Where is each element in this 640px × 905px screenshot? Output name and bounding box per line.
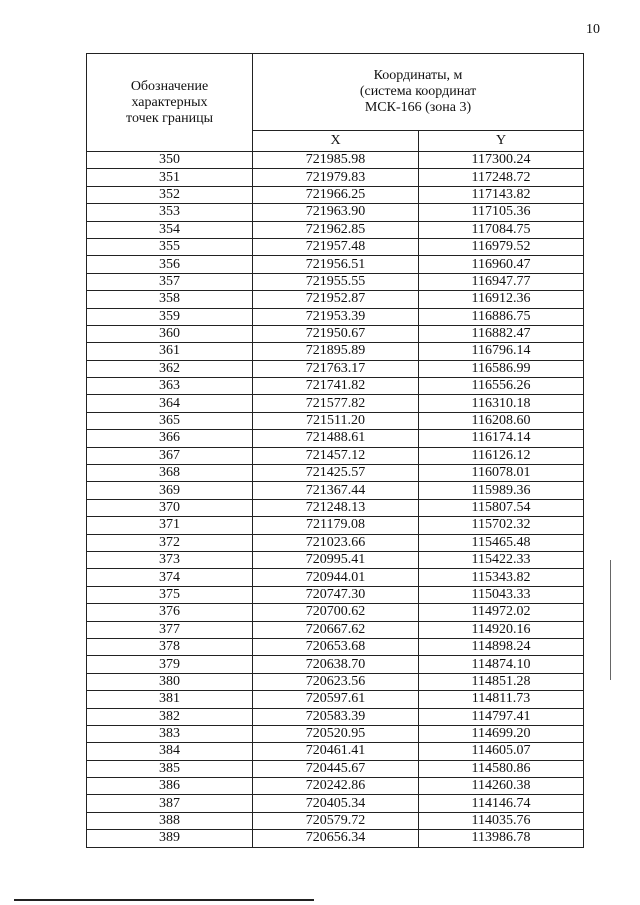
x-coordinate-cell: 721023.66	[253, 534, 419, 551]
table-body	[87, 152, 584, 848]
header-point-line: точек границы	[126, 110, 213, 126]
table-row	[87, 221, 584, 238]
point-number-cell: 389	[87, 830, 253, 847]
point-number-cell: 355	[87, 238, 253, 255]
table-row	[87, 343, 584, 360]
table-row	[87, 760, 584, 777]
y-coordinate-cell: 114035.76	[419, 812, 584, 829]
y-coordinate-cell: 114797.41	[419, 708, 584, 725]
y-coordinate-cell: 114146.74	[419, 795, 584, 812]
x-coordinate-cell: 720667.62	[253, 621, 419, 638]
y-coordinate-cell: 116586.99	[419, 360, 584, 377]
point-number-cell: 354	[87, 221, 253, 238]
x-coordinate-cell: 720597.61	[253, 691, 419, 708]
header-coords-line: МСК-166 (зона 3)	[364, 100, 472, 115]
table-row	[87, 412, 584, 429]
point-number-cell: 384	[87, 743, 253, 760]
y-coordinate-cell: 114920.16	[419, 621, 584, 638]
table-row	[87, 778, 584, 795]
table-row	[87, 656, 584, 673]
point-number-cell: 387	[87, 795, 253, 812]
point-number-cell: 351	[87, 169, 253, 186]
point-number-cell: 388	[87, 812, 253, 829]
header-x: X	[253, 131, 419, 152]
table-row	[87, 725, 584, 742]
point-number-cell: 380	[87, 673, 253, 690]
x-coordinate-cell: 720638.70	[253, 656, 419, 673]
y-coordinate-cell: 117300.24	[419, 152, 584, 169]
table-row	[87, 534, 584, 551]
y-coordinate-cell: 115807.54	[419, 499, 584, 516]
table-row	[87, 743, 584, 760]
table-row	[87, 795, 584, 812]
x-coordinate-cell: 721577.82	[253, 395, 419, 412]
y-coordinate-cell: 116947.77	[419, 273, 584, 290]
point-number-cell: 364	[87, 395, 253, 412]
y-coordinate-cell: 114851.28	[419, 673, 584, 690]
table-row	[87, 325, 584, 342]
table-row	[87, 465, 584, 482]
margin-line	[610, 560, 611, 680]
point-number-cell: 385	[87, 760, 253, 777]
header-point-line: характерных	[131, 94, 208, 110]
table-row	[87, 638, 584, 655]
point-number-cell: 377	[87, 621, 253, 638]
table-row	[87, 256, 584, 273]
y-coordinate-cell: 116310.18	[419, 395, 584, 412]
y-coordinate-cell: 115989.36	[419, 482, 584, 499]
x-coordinate-cell: 721425.57	[253, 465, 419, 482]
header-point-line: Обозначение	[130, 78, 209, 94]
point-number-cell: 358	[87, 291, 253, 308]
x-coordinate-cell: 721950.67	[253, 325, 419, 342]
x-coordinate-cell: 721248.13	[253, 499, 419, 516]
y-coordinate-cell: 116126.12	[419, 447, 584, 464]
x-coordinate-cell: 721979.83	[253, 169, 419, 186]
x-coordinate-cell: 720623.56	[253, 673, 419, 690]
y-coordinate-cell: 116796.14	[419, 343, 584, 360]
y-coordinate-cell: 116979.52	[419, 238, 584, 255]
point-number-cell: 365	[87, 412, 253, 429]
table-row	[87, 291, 584, 308]
y-coordinate-cell: 114811.73	[419, 691, 584, 708]
point-number-cell: 367	[87, 447, 253, 464]
y-coordinate-cell: 114972.02	[419, 604, 584, 621]
point-number-cell: 360	[87, 325, 253, 342]
x-coordinate-cell: 720583.39	[253, 708, 419, 725]
table-row	[87, 360, 584, 377]
y-coordinate-cell: 116912.36	[419, 291, 584, 308]
table-row	[87, 482, 584, 499]
table-row	[87, 430, 584, 447]
y-coordinate-cell: 114260.38	[419, 778, 584, 795]
table-row	[87, 673, 584, 690]
point-number-cell: 352	[87, 186, 253, 203]
point-number-cell: 382	[87, 708, 253, 725]
table-row	[87, 691, 584, 708]
y-coordinate-cell: 115702.32	[419, 517, 584, 534]
x-coordinate-cell: 720461.41	[253, 743, 419, 760]
point-number-cell: 376	[87, 604, 253, 621]
x-coordinate-cell: 720520.95	[253, 725, 419, 742]
point-number-cell: 363	[87, 378, 253, 395]
x-coordinate-cell: 721985.98	[253, 152, 419, 169]
table-row	[87, 604, 584, 621]
point-number-cell: 375	[87, 586, 253, 603]
coordinates-table	[86, 53, 584, 848]
point-number-cell: 366	[87, 430, 253, 447]
x-coordinate-cell: 721953.39	[253, 308, 419, 325]
point-number-cell: 370	[87, 499, 253, 516]
x-coordinate-cell: 721966.25	[253, 186, 419, 203]
point-number-cell: 362	[87, 360, 253, 377]
y-coordinate-cell: 117248.72	[419, 169, 584, 186]
point-number-cell: 372	[87, 534, 253, 551]
y-coordinate-cell: 114580.86	[419, 760, 584, 777]
table-row	[87, 186, 584, 203]
point-number-cell: 386	[87, 778, 253, 795]
point-number-cell: 369	[87, 482, 253, 499]
point-number-cell: 381	[87, 691, 253, 708]
y-coordinate-cell: 116886.75	[419, 308, 584, 325]
point-number-cell: 371	[87, 517, 253, 534]
y-coordinate-cell: 116078.01	[419, 465, 584, 482]
x-coordinate-cell: 721962.85	[253, 221, 419, 238]
table-row	[87, 169, 584, 186]
y-coordinate-cell: 117084.75	[419, 221, 584, 238]
x-coordinate-cell: 720242.86	[253, 778, 419, 795]
table-row	[87, 395, 584, 412]
x-coordinate-cell: 721457.12	[253, 447, 419, 464]
y-coordinate-cell: 116174.14	[419, 430, 584, 447]
header-coords-line: (система координат	[359, 84, 477, 99]
x-coordinate-cell: 720445.67	[253, 760, 419, 777]
x-coordinate-cell: 720653.68	[253, 638, 419, 655]
table-row	[87, 152, 584, 169]
y-coordinate-cell: 116556.26	[419, 378, 584, 395]
x-coordinate-cell: 721488.61	[253, 430, 419, 447]
footnote-rule	[14, 899, 314, 901]
y-coordinate-cell: 115343.82	[419, 569, 584, 586]
table-row	[87, 708, 584, 725]
point-number-cell: 353	[87, 204, 253, 221]
table-row	[87, 517, 584, 534]
y-coordinate-cell: 116960.47	[419, 256, 584, 273]
table-row	[87, 273, 584, 290]
x-coordinate-cell: 721952.87	[253, 291, 419, 308]
y-coordinate-cell: 114699.20	[419, 725, 584, 742]
table-row	[87, 551, 584, 568]
x-coordinate-cell: 721763.17	[253, 360, 419, 377]
table-row	[87, 204, 584, 221]
table-row	[87, 812, 584, 829]
point-number-cell: 379	[87, 656, 253, 673]
table-row	[87, 499, 584, 516]
point-number-cell: 357	[87, 273, 253, 290]
x-coordinate-cell: 720700.62	[253, 604, 419, 621]
point-number-cell: 373	[87, 551, 253, 568]
point-number-cell: 350	[87, 152, 253, 169]
x-coordinate-cell: 720944.01	[253, 569, 419, 586]
table-row	[87, 586, 584, 603]
header-coords-line: Координаты, м	[373, 68, 463, 83]
y-coordinate-cell: 115422.33	[419, 551, 584, 568]
x-coordinate-cell: 720747.30	[253, 586, 419, 603]
y-coordinate-cell: 117105.36	[419, 204, 584, 221]
y-coordinate-cell: 116882.47	[419, 325, 584, 342]
point-number-cell: 361	[87, 343, 253, 360]
y-coordinate-cell: 114874.10	[419, 656, 584, 673]
x-coordinate-cell: 721956.51	[253, 256, 419, 273]
header-point-designation	[87, 54, 253, 152]
point-number-cell: 356	[87, 256, 253, 273]
table-row	[87, 238, 584, 255]
table-row	[87, 569, 584, 586]
x-coordinate-cell: 720995.41	[253, 551, 419, 568]
y-coordinate-cell: 114898.24	[419, 638, 584, 655]
point-number-cell: 359	[87, 308, 253, 325]
x-coordinate-cell: 721511.20	[253, 412, 419, 429]
x-coordinate-cell: 721957.48	[253, 238, 419, 255]
header-coordinates	[253, 54, 584, 131]
point-number-cell: 368	[87, 465, 253, 482]
table-row	[87, 830, 584, 847]
y-coordinate-cell: 114605.07	[419, 743, 584, 760]
header-y: Y	[419, 131, 584, 152]
table-row	[87, 621, 584, 638]
table-row	[87, 378, 584, 395]
x-coordinate-cell: 721955.55	[253, 273, 419, 290]
y-coordinate-cell: 113986.78	[419, 830, 584, 847]
x-coordinate-cell: 720656.34	[253, 830, 419, 847]
x-coordinate-cell: 721367.44	[253, 482, 419, 499]
y-coordinate-cell: 117143.82	[419, 186, 584, 203]
x-coordinate-cell: 720579.72	[253, 812, 419, 829]
x-coordinate-cell: 721963.90	[253, 204, 419, 221]
table-row	[87, 447, 584, 464]
y-coordinate-cell: 115465.48	[419, 534, 584, 551]
x-coordinate-cell: 721895.89	[253, 343, 419, 360]
table-row	[87, 308, 584, 325]
x-coordinate-cell: 721741.82	[253, 378, 419, 395]
x-coordinate-cell: 721179.08	[253, 517, 419, 534]
point-number-cell: 383	[87, 725, 253, 742]
point-number-cell: 374	[87, 569, 253, 586]
y-coordinate-cell: 116208.60	[419, 412, 584, 429]
point-number-cell: 378	[87, 638, 253, 655]
x-coordinate-cell: 720405.34	[253, 795, 419, 812]
y-coordinate-cell: 115043.33	[419, 586, 584, 603]
page-number: 10	[586, 22, 600, 37]
